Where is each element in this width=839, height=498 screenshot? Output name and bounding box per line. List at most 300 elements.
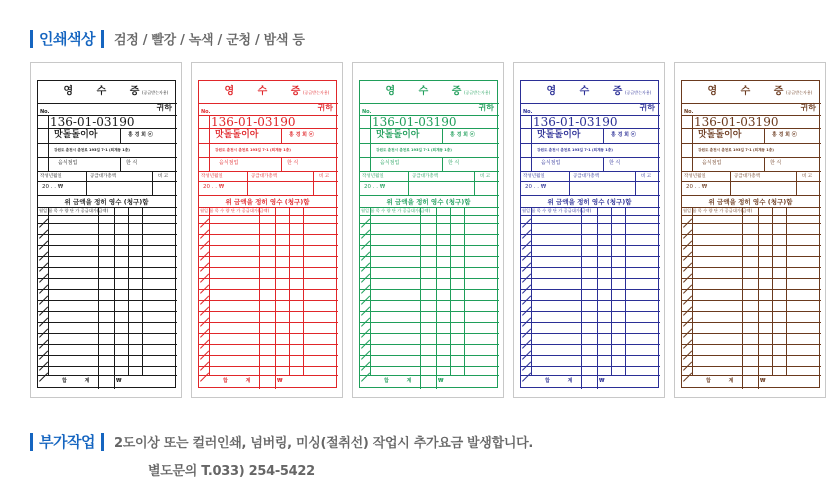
rule-line — [531, 207, 532, 375]
business-name: 맛돌돌이아 — [215, 130, 259, 140]
rule-line — [120, 128, 121, 143]
rule-line — [199, 300, 338, 301]
won-symbol: ₩ — [599, 378, 605, 384]
rule-line — [796, 171, 797, 195]
rule-line — [98, 207, 99, 375]
rule-line — [730, 171, 731, 195]
rule-line — [281, 128, 282, 143]
rule-line — [682, 245, 821, 246]
receipt-statement: 위 금액을 정히 영수 (청구)함 — [708, 198, 793, 206]
rule-line — [521, 143, 660, 144]
rule-line — [38, 375, 177, 376]
total-label: 합 계 — [706, 378, 742, 384]
rule-line — [38, 103, 177, 104]
business-name: 맛돌돌이아 — [698, 130, 742, 140]
rule-line — [38, 267, 177, 268]
receipt-form — [359, 80, 498, 388]
rule-line — [521, 375, 660, 376]
business-address: 강원도 춘천시 춘천로 193길 7-1 (퇴계동 1층) — [376, 148, 452, 152]
note-header: 비 고 — [802, 174, 813, 179]
rule-line — [408, 171, 409, 195]
receipt-form — [681, 80, 820, 388]
business-address: 강원도 춘천시 춘천로 193길 7-1 (퇴계동 1층) — [215, 148, 291, 152]
rule-line — [597, 375, 598, 389]
date-header: 작성년월일 — [40, 174, 62, 179]
rule-line — [360, 157, 499, 158]
rule-line — [199, 128, 338, 129]
receipt-title: 영 수 증 — [63, 86, 150, 97]
item-columns-header: 월일 품 목 수 량 단 가 공급대가(금액) — [522, 208, 592, 213]
rule-line — [38, 289, 177, 290]
rule-line — [275, 207, 276, 375]
item-columns-header: 월일 품 목 수 량 단 가 공급대가(금액) — [200, 208, 270, 213]
rule-line — [521, 311, 660, 312]
rule-line — [521, 355, 660, 356]
amount-header: 공급대가총액 — [251, 174, 278, 179]
rule-line — [120, 157, 121, 171]
rule-line — [521, 245, 660, 246]
business-address: 강원도 춘천시 춘천로 193길 7-1 (퇴계동 1층) — [698, 148, 774, 152]
rule-line — [199, 256, 338, 257]
receipt-recipient: 귀하 — [800, 103, 816, 112]
receipt-statement: 위 금액을 정히 영수 (청구)함 — [225, 198, 310, 206]
rule-line — [199, 143, 338, 144]
rule-line — [603, 128, 604, 143]
rule-line — [692, 207, 693, 375]
receipt-recipient: 귀하 — [639, 103, 655, 112]
rule-line — [360, 366, 499, 367]
total-label: 합 계 — [223, 378, 259, 384]
receipt-recipient: 귀하 — [478, 103, 494, 112]
representative-name: 홍 경 희 ⓔ — [611, 132, 636, 138]
registration-number: 136-01-03190 — [533, 115, 618, 129]
rule-line — [682, 333, 821, 334]
won-symbol: ₩ — [116, 378, 122, 384]
rule-line — [38, 355, 177, 356]
rule-line — [289, 207, 290, 375]
rule-line — [521, 344, 660, 345]
rule-line — [360, 115, 499, 116]
print-color-heading — [30, 28, 305, 49]
registration-number: 136-01-03190 — [50, 115, 135, 129]
date-header: 작성년월일 — [684, 174, 706, 179]
rule-line — [682, 267, 821, 268]
receipt-subtitle: (공급받는자용) — [625, 90, 652, 95]
heading-right-bar — [101, 433, 104, 451]
date-row: 20 . . ₩ — [42, 184, 64, 190]
rule-line — [38, 333, 177, 334]
rule-line — [38, 366, 177, 367]
rule-line — [521, 256, 660, 257]
rule-line — [521, 181, 660, 182]
business-item: 한 식 — [287, 160, 299, 166]
rule-line — [682, 143, 821, 144]
rule-line — [682, 289, 821, 290]
rule-line — [682, 128, 821, 129]
rule-line — [764, 128, 765, 143]
extra-work-title: 부가작업 — [39, 433, 95, 451]
rule-line — [436, 375, 437, 389]
registration-number: 136-01-03190 — [372, 115, 457, 129]
rule-line — [742, 207, 743, 375]
rule-line — [360, 234, 499, 235]
date-row: 20 . . ₩ — [686, 184, 708, 190]
rule-line — [420, 375, 421, 389]
rule-line — [38, 245, 177, 246]
rule-line — [360, 333, 499, 334]
rule-line — [611, 207, 612, 375]
rule-line — [521, 289, 660, 290]
rule-line — [360, 143, 499, 144]
rule-line — [38, 311, 177, 312]
rule-line — [360, 171, 499, 172]
total-label: 합 계 — [62, 378, 98, 384]
date-row: 20 . . ₩ — [203, 184, 225, 190]
rule-line — [199, 207, 338, 208]
note-header: 비 고 — [319, 174, 330, 179]
rule-line — [199, 245, 338, 246]
rule-line — [360, 311, 499, 312]
rule-line — [199, 355, 338, 356]
rule-line — [521, 223, 660, 224]
rule-line — [521, 157, 660, 158]
note-header: 비 고 — [480, 174, 491, 179]
rule-line — [521, 278, 660, 279]
date-header: 작성년월일 — [201, 174, 223, 179]
print-color-title: 인쇄색상 — [39, 30, 95, 48]
date-header: 작성년월일 — [362, 174, 384, 179]
rule-line — [442, 128, 443, 143]
receipt-subtitle: (공급받는자용) — [303, 90, 330, 95]
rule-line — [38, 195, 177, 196]
rule-line — [521, 103, 660, 104]
receipt-sample-frame — [30, 62, 182, 398]
amount-header: 공급대가총액 — [573, 174, 600, 179]
item-columns-header: 월일 품 목 수 량 단 가 공급대가(금액) — [361, 208, 431, 213]
receipt-title: 영 수 증 — [385, 86, 472, 97]
amount-header: 공급대가총액 — [90, 174, 117, 179]
print-color-description: 검정 / 빨강 / 녹색 / 군청 / 밤색 등 — [113, 33, 305, 48]
receipt-recipient: 귀하 — [317, 103, 333, 112]
rule-line — [682, 344, 821, 345]
rule-line — [682, 195, 821, 196]
rule-line — [742, 375, 743, 389]
rule-line — [38, 215, 177, 216]
rule-line — [38, 128, 177, 129]
rule-line — [682, 103, 821, 104]
rule-line — [786, 207, 787, 375]
rule-line — [603, 157, 604, 171]
note-header: 비 고 — [641, 174, 652, 179]
business-type: 음식점업 — [702, 160, 722, 166]
rule-line — [142, 207, 143, 375]
rule-line — [474, 171, 475, 195]
rule-line — [682, 322, 821, 323]
rule-line — [531, 115, 532, 171]
business-type: 음식점업 — [541, 160, 561, 166]
rule-line — [581, 375, 582, 389]
slash-mark — [39, 373, 48, 382]
rule-line — [38, 278, 177, 279]
rule-line — [521, 171, 660, 172]
rule-line — [199, 375, 338, 376]
rule-line — [581, 207, 582, 375]
date-header: 작성년월일 — [523, 174, 545, 179]
rule-line — [464, 207, 465, 375]
rule-line — [209, 115, 210, 171]
receipt-subtitle: (공급받는자용) — [786, 90, 813, 95]
won-symbol: ₩ — [277, 378, 283, 384]
representative-name: 홍 경 희 ⓔ — [450, 132, 475, 138]
receipt-sample-frame — [513, 62, 665, 398]
rule-line — [521, 300, 660, 301]
rule-line — [764, 157, 765, 171]
receipt-sample-frame — [352, 62, 504, 398]
receipt-sample-frame — [674, 62, 826, 398]
rule-line — [199, 223, 338, 224]
rule-line — [360, 195, 499, 196]
rule-line — [199, 366, 338, 367]
rule-line — [682, 181, 821, 182]
rule-line — [692, 115, 693, 171]
amount-header: 공급대가총액 — [412, 174, 439, 179]
rule-line — [360, 375, 499, 376]
receipt-number-label: No. — [523, 109, 533, 115]
won-symbol: ₩ — [438, 378, 444, 384]
rule-line — [259, 375, 260, 389]
business-item: 한 식 — [126, 160, 138, 166]
rule-line — [360, 289, 499, 290]
rule-line — [38, 143, 177, 144]
rule-line — [521, 366, 660, 367]
business-item: 한 식 — [609, 160, 621, 166]
receipt-recipient: 귀하 — [156, 103, 172, 112]
rule-line — [758, 207, 759, 375]
rule-line — [521, 207, 660, 208]
rule-line — [199, 278, 338, 279]
rule-line — [199, 267, 338, 268]
representative-name: 홍 경 희 ⓔ — [128, 132, 153, 138]
slash-mark — [361, 373, 370, 382]
amount-header: 공급대가총액 — [734, 174, 761, 179]
rule-line — [360, 207, 499, 208]
rule-line — [360, 300, 499, 301]
rule-line — [303, 207, 304, 375]
rule-line — [521, 267, 660, 268]
rule-line — [360, 267, 499, 268]
rule-line — [199, 157, 338, 158]
receipt-number-label: No. — [40, 109, 50, 115]
rule-line — [682, 278, 821, 279]
rule-line — [114, 375, 115, 389]
item-columns-header: 월일 품 목 수 량 단 가 공급대가(금액) — [39, 208, 109, 213]
rule-line — [313, 171, 314, 195]
rule-line — [682, 207, 821, 208]
rule-line — [682, 215, 821, 216]
rule-line — [38, 256, 177, 257]
rule-line — [682, 375, 821, 376]
business-item: 한 식 — [770, 160, 782, 166]
rule-line — [360, 256, 499, 257]
rule-line — [442, 157, 443, 171]
extra-work-heading — [30, 431, 533, 452]
rule-line — [199, 115, 338, 116]
receipt-title: 영 수 증 — [707, 86, 794, 97]
rule-line — [128, 207, 129, 375]
rule-line — [360, 215, 499, 216]
rule-line — [521, 215, 660, 216]
receipt-sample-frame — [191, 62, 343, 398]
rule-line — [436, 207, 437, 375]
receipt-number-label: No. — [201, 109, 211, 115]
rule-line — [682, 234, 821, 235]
receipt-form — [37, 80, 176, 388]
rule-line — [199, 215, 338, 216]
business-address: 강원도 춘천시 춘천로 193길 7-1 (퇴계동 1층) — [537, 148, 613, 152]
rule-line — [521, 195, 660, 196]
heading-right-bar — [101, 30, 104, 48]
date-row: 20 . . ₩ — [364, 184, 386, 190]
rule-line — [199, 171, 338, 172]
rule-line — [635, 171, 636, 195]
receipt-title: 영 수 증 — [546, 86, 633, 97]
rule-line — [38, 207, 177, 208]
rule-line — [450, 207, 451, 375]
rule-line — [360, 322, 499, 323]
representative-name: 홍 경 희 ⓔ — [772, 132, 797, 138]
receipt-number-label: No. — [362, 109, 372, 115]
date-row: 20 . . ₩ — [525, 184, 547, 190]
rule-line — [758, 375, 759, 389]
rule-line — [247, 171, 248, 195]
rule-line — [199, 344, 338, 345]
rule-line — [38, 344, 177, 345]
extra-work-contact: 별도문의 T.033) 254-5422 — [148, 464, 315, 479]
heading-left-bar — [30, 433, 33, 451]
rule-line — [199, 311, 338, 312]
rule-line — [625, 207, 626, 375]
rule-line — [682, 223, 821, 224]
rule-line — [38, 223, 177, 224]
rule-line — [772, 207, 773, 375]
rule-line — [360, 103, 499, 104]
rule-line — [199, 103, 338, 104]
rule-line — [521, 128, 660, 129]
rule-line — [370, 207, 371, 375]
rule-line — [360, 245, 499, 246]
representative-name: 홍 경 희 ⓔ — [289, 132, 314, 138]
rule-line — [360, 278, 499, 279]
heading-left-bar — [30, 30, 33, 48]
rule-line — [360, 223, 499, 224]
rule-line — [38, 322, 177, 323]
rule-line — [420, 207, 421, 375]
rule-line — [360, 355, 499, 356]
receipt-subtitle: (공급받는자용) — [464, 90, 491, 95]
rule-line — [682, 366, 821, 367]
rule-line — [48, 207, 49, 375]
total-label: 합 계 — [545, 378, 581, 384]
rule-line — [682, 115, 821, 116]
rule-line — [259, 207, 260, 375]
rule-line — [360, 344, 499, 345]
rule-line — [152, 171, 153, 195]
business-type: 음식점업 — [380, 160, 400, 166]
rule-line — [360, 128, 499, 129]
rule-line — [209, 207, 210, 375]
rule-line — [199, 195, 338, 196]
rule-line — [114, 207, 115, 375]
receipt-statement: 위 금액을 정히 영수 (청구)함 — [386, 198, 471, 206]
rule-line — [370, 115, 371, 171]
rule-line — [682, 355, 821, 356]
rule-line — [48, 115, 49, 171]
rule-line — [682, 256, 821, 257]
receipt-title: 영 수 증 — [224, 86, 311, 97]
registration-number: 136-01-03190 — [694, 115, 779, 129]
rule-line — [682, 171, 821, 172]
rule-line — [281, 157, 282, 171]
rule-line — [521, 322, 660, 323]
business-item: 한 식 — [448, 160, 460, 166]
rule-line — [569, 171, 570, 195]
item-columns-header: 월일 품 목 수 량 단 가 공급대가(금액) — [683, 208, 753, 213]
rule-line — [275, 375, 276, 389]
rule-line — [521, 333, 660, 334]
rule-line — [38, 234, 177, 235]
slash-mark — [522, 373, 531, 382]
slash-mark — [683, 373, 692, 382]
receipt-form — [520, 80, 659, 388]
rule-line — [199, 322, 338, 323]
business-name: 맛돌돌이아 — [537, 130, 581, 140]
registration-number: 136-01-03190 — [211, 115, 296, 129]
business-address: 강원도 춘천시 춘천로 193길 7-1 (퇴계동 1층) — [54, 148, 130, 152]
rule-line — [199, 333, 338, 334]
rule-line — [38, 181, 177, 182]
rule-line — [199, 234, 338, 235]
rule-line — [521, 234, 660, 235]
extra-work-notice: 2도이상 또는 컬러인쇄, 넘버링, 미싱(절취선) 작업시 추가요금 발생합니다. — [113, 436, 533, 451]
rule-line — [521, 115, 660, 116]
receipt-number-label: No. — [684, 109, 694, 115]
rule-line — [86, 171, 87, 195]
slash-mark — [200, 373, 209, 382]
won-symbol: ₩ — [760, 378, 766, 384]
rule-line — [199, 181, 338, 182]
rule-line — [682, 311, 821, 312]
rule-line — [682, 300, 821, 301]
total-label: 합 계 — [384, 378, 420, 384]
rule-line — [98, 375, 99, 389]
receipt-statement: 위 금액을 정히 영수 (청구)함 — [64, 198, 149, 206]
rule-line — [682, 157, 821, 158]
business-name: 맛돌돌이아 — [54, 130, 98, 140]
receipt-subtitle: (공급받는자용) — [142, 90, 169, 95]
receipt-form — [198, 80, 337, 388]
business-type: 음식점업 — [58, 160, 78, 166]
note-header: 비 고 — [158, 174, 169, 179]
rule-line — [199, 289, 338, 290]
rule-line — [597, 207, 598, 375]
rule-line — [38, 171, 177, 172]
rule-line — [38, 115, 177, 116]
rule-line — [38, 300, 177, 301]
rule-line — [38, 157, 177, 158]
business-type: 음식점업 — [219, 160, 239, 166]
receipt-statement: 위 금액을 정히 영수 (청구)함 — [547, 198, 632, 206]
business-name: 맛돌돌이아 — [376, 130, 420, 140]
